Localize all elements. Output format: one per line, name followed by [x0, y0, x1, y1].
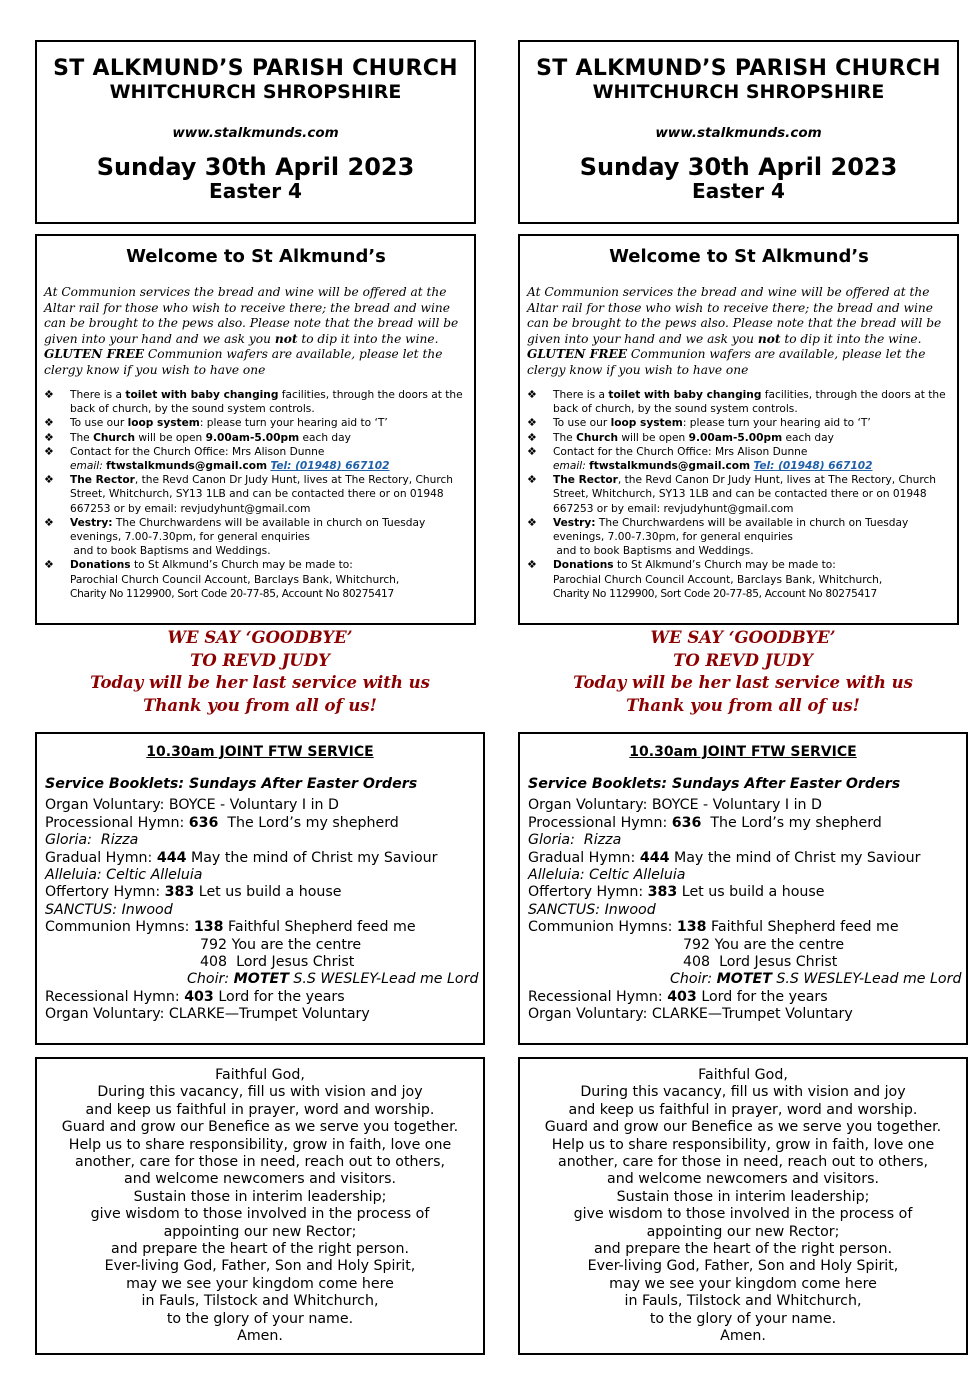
goodbye-notice	[518, 627, 968, 717]
prayer-line: in Fauls, Tilstock and Whitchurch,	[141, 1293, 379, 1310]
church-location: WHITCHURCH SHROPSHIRE	[109, 81, 402, 103]
gradual-hymn: Gradual Hymn: 444 May the mind of Christ my Saviour	[45, 849, 438, 866]
prayer-line: give wisdom to those involved in the process of	[573, 1206, 913, 1223]
church-name: ST ALKMUND’S PARISH CHURCH	[536, 56, 941, 81]
welcome-box	[35, 234, 476, 625]
contact-email[interactable]: ftwstalkmunds@gmail.com	[589, 460, 751, 473]
goodbye-line-4: Thank you from all of us!	[143, 695, 377, 715]
prayer-line: Faithful God,	[698, 1067, 788, 1083]
communion-hymns: Communion Hymns: 138 Faithful Shepherd feed me	[528, 919, 899, 936]
prayer-line: to the glory of your name.	[649, 1310, 837, 1327]
service-title: 10.30am JOINT FTW SERVICE	[146, 744, 374, 760]
list-item-opening: ❖ The Church will be open 9.00am-5.00pm each day	[44, 430, 351, 444]
bullet-icon: ❖	[527, 444, 537, 458]
welcome-box	[518, 234, 959, 625]
website: www.stalkmunds.com	[172, 125, 339, 141]
bullet-icon: ❖	[527, 416, 537, 430]
prayer-line: and welcome newcomers and visitors.	[124, 1171, 396, 1188]
list-item-vestry: ❖ Vestry: The Churchwardens will be available in church on Tuesday evenings, 7.00-7.30pm, for general enquiries and to book Baptisms and Weddings.	[527, 515, 909, 558]
contact-phone-link[interactable]: Tel: (01948) 667102	[753, 460, 873, 473]
alleluia: Alleluia: Celtic Alleluia	[528, 867, 686, 884]
prayer-line: During this vacancy, fill us with vision and joy	[580, 1084, 906, 1101]
bullet-icon: ❖	[527, 558, 537, 572]
prayer-line: another, care for those in need, reach out to others,	[558, 1154, 928, 1171]
church-name: ST ALKMUND’S PARISH CHURCH	[53, 56, 458, 81]
list-item-loop: ❖ To use our loop system: please turn your hearing aid to ‘T’	[527, 416, 871, 430]
sanctus: SANCTUS: Inwood	[528, 901, 656, 918]
service-box	[518, 732, 968, 1045]
alleluia: Alleluia: Celtic Alleluia	[45, 867, 203, 884]
service-booklets: Service Booklets: Sundays After Easter Orders	[45, 776, 418, 792]
list-item-contact: ❖ Contact for the Church Office: Mrs Alison Dunne email: ftwstalkmunds@gmail.com Tel: (01948) 667102	[527, 444, 873, 473]
prayer-line: Faithful God,	[215, 1067, 305, 1083]
bullet-icon: ❖	[44, 430, 54, 444]
prayer-line: Guard and grow our Benefice as we serve you together.	[61, 1119, 459, 1136]
communion-hymns: Communion Hymns: 138 Faithful Shepherd feed me	[45, 919, 416, 936]
bullet-icon: ❖	[527, 430, 537, 444]
welcome-title: Welcome to St Alkmund’s	[126, 246, 386, 267]
prayer-line: Sustain those in interim leadership;	[133, 1188, 387, 1205]
offertory-hymn: Offertory Hymn: 383 Let us build a house	[528, 884, 825, 901]
goodbye-line-4: Thank you from all of us!	[626, 695, 860, 715]
gradual-hymn: Gradual Hymn: 444 May the mind of Christ my Saviour	[528, 849, 921, 866]
communion-note: At Communion services the bread and wine will be offered at the Altar rail for those who wish to receive there; the bread and wine can be brought to the pews also. Please note that the bread will be given into your hand and we ask you not to dip it into the wine. GLUTEN FREE Communion wafers are available, please let the clergy know if you wish to have one	[44, 285, 459, 377]
organ-voluntary-out: Organ Voluntary: CLARKE—Trumpet Voluntary	[45, 1006, 370, 1023]
bullet-icon: ❖	[527, 388, 537, 401]
prayer-line: give wisdom to those involved in the process of	[90, 1206, 430, 1223]
info-list	[527, 388, 951, 601]
prayer-line: Amen.	[720, 1328, 766, 1345]
list-item-toilet: ❖ There is a toilet with baby changing facilities, through the doors at the back of church, by the sound system controls.	[527, 388, 946, 416]
bullet-icon: ❖	[44, 473, 54, 487]
prayer-line: in Fauls, Tilstock and Whitchurch,	[624, 1293, 862, 1310]
prayer-line: Amen.	[237, 1328, 283, 1345]
prayer-line: and keep us faithful in prayer, word and worship.	[568, 1101, 918, 1118]
list-item-donations: ❖ Donations to St Alkmund’s Church may be made to: Parochial Church Council Account, Barclays Bank, Whitchurch, Charity No 1129900, Sort Code 20-77-85, Account No 80275417	[527, 558, 883, 600]
welcome-title: Welcome to St Alkmund’s	[609, 246, 869, 267]
prayer-line: and welcome newcomers and visitors.	[607, 1171, 879, 1188]
prayer-line: Ever-living God, Father, Son and Holy Spirit,	[587, 1258, 899, 1275]
processional-hymn: Processional Hymn: 636 The Lord’s my shepherd	[528, 814, 882, 831]
gloria: Gloria: Rizza	[45, 832, 139, 849]
prayer-box	[518, 1057, 968, 1355]
prayer-line: may we see your kingdom come here	[609, 1275, 877, 1292]
list-item-vestry: ❖ Vestry: The Churchwardens will be available in church on Tuesday evenings, 7.00-7.30pm, for general enquiries and to book Baptisms and Weddings.	[44, 515, 426, 558]
service-date: Sunday 30th April 2023	[579, 153, 898, 181]
bullet-icon: ❖	[527, 473, 537, 487]
prayer-line: Guard and grow our Benefice as we serve you together.	[544, 1119, 942, 1136]
recessional-hymn: Recessional Hymn: 403 Lord for the years	[528, 988, 828, 1005]
processional-hymn: Processional Hymn: 636 The Lord’s my shepherd	[45, 814, 399, 831]
leaflet-right	[518, 0, 968, 1386]
offertory-hymn: Offertory Hymn: 383 Let us build a house	[45, 884, 342, 901]
prayer-line: another, care for those in need, reach out to others,	[75, 1154, 445, 1171]
prayer-line: appointing our new Rector;	[646, 1223, 840, 1240]
header-box	[518, 40, 959, 224]
list-item-rector: ❖ The Rector, the Revd Canon Dr Judy Hunt, lives at The Rectory, Church Street, Whitchurch, SY13 1LB and can be contacted there or on 01948 667253 or by email: revjudyhunt@gmail.com	[527, 473, 936, 515]
prayer-line: may we see your kingdom come here	[126, 1275, 394, 1292]
bullet-icon: ❖	[44, 444, 54, 458]
communion-hymn-3: 408 Lord Jesus Christ	[200, 954, 355, 971]
header-box	[35, 40, 476, 224]
bullet-icon: ❖	[44, 388, 54, 401]
prayer-line: and prepare the heart of the right person.	[111, 1241, 409, 1258]
contact-phone-link[interactable]: Tel: (01948) 667102	[270, 460, 390, 473]
communion-note: At Communion services the bread and wine will be offered at the Altar rail for those who wish to receive there; the bread and wine can be brought to the pews also. Please note that the bread will be given into your hand and we ask you not to dip it into the wine. GLUTEN FREE Communion wafers are available, please let the clergy know if you wish to have one	[527, 285, 942, 377]
communion-hymn-2: 792 You are the centre	[683, 936, 845, 953]
list-item-contact: ❖ Contact for the Church Office: Mrs Alison Dunne email: ftwstalkmunds@gmail.com Tel: (01948) 667102	[44, 444, 390, 473]
organ-voluntary-in: Organ Voluntary: BOYCE - Voluntary I in D	[45, 797, 339, 814]
list-item-loop: ❖ To use our loop system: please turn your hearing aid to ‘T’	[44, 416, 388, 430]
organ-voluntary-in: Organ Voluntary: BOYCE - Voluntary I in D	[528, 797, 822, 814]
prayer-line: appointing our new Rector;	[163, 1223, 357, 1240]
organ-voluntary-out: Organ Voluntary: CLARKE—Trumpet Voluntary	[528, 1006, 853, 1023]
service-booklets: Service Booklets: Sundays After Easter Orders	[528, 776, 901, 792]
prayer-line: During this vacancy, fill us with vision and joy	[97, 1084, 423, 1101]
sanctus: SANCTUS: Inwood	[45, 901, 173, 918]
goodbye-line-1: WE SAY ‘GOODBYE’	[167, 628, 353, 647]
website: www.stalkmunds.com	[655, 125, 822, 141]
communion-hymn-3: 408 Lord Jesus Christ	[683, 954, 838, 971]
church-location: WHITCHURCH SHROPSHIRE	[592, 81, 885, 103]
list-item-rector: ❖ The Rector, the Revd Canon Dr Judy Hunt, lives at The Rectory, Church Street, Whitchurch, SY13 1LB and can be contacted there or on 01948 667253 or by email: revjudyhunt@gmail.com	[44, 473, 453, 515]
goodbye-line-2: TO REVD JUDY	[673, 650, 813, 670]
info-list	[44, 388, 468, 601]
service-date: Sunday 30th April 2023	[96, 153, 415, 181]
goodbye-line-3: Today will be her last service with us	[90, 673, 430, 692]
bullet-icon: ❖	[44, 558, 54, 572]
goodbye-line-2: TO REVD JUDY	[190, 650, 330, 670]
recessional-hymn: Recessional Hymn: 403 Lord for the years	[45, 988, 345, 1005]
goodbye-line-3: Today will be her last service with us	[573, 673, 913, 692]
prayer-line: Sustain those in interim leadership;	[616, 1188, 870, 1205]
bullet-icon: ❖	[44, 416, 54, 430]
choir-motet: Choir: MOTET S.S WESLEY-Lead me Lord	[187, 971, 479, 988]
list-item-opening: ❖ The Church will be open 9.00am-5.00pm each day	[527, 430, 834, 444]
bullet-icon: ❖	[44, 515, 54, 529]
goodbye-line-1: WE SAY ‘GOODBYE’	[650, 628, 836, 647]
prayer-box	[35, 1057, 485, 1355]
goodbye-notice	[35, 627, 485, 717]
prayer-line: Ever-living God, Father, Son and Holy Spirit,	[104, 1258, 416, 1275]
list-item-donations: ❖ Donations to St Alkmund’s Church may be made to: Parochial Church Council Account, Barclays Bank, Whitchurch, Charity No 1129900, Sort Code 20-77-85, Account No 80275417	[44, 558, 400, 600]
occasion: Easter 4	[209, 179, 302, 203]
prayer-line: and prepare the heart of the right person.	[594, 1241, 892, 1258]
prayer-line: and keep us faithful in prayer, word and worship.	[85, 1101, 435, 1118]
service-box	[35, 732, 485, 1045]
leaflet-left	[35, 0, 485, 1386]
bullet-icon: ❖	[527, 515, 537, 529]
choir-motet: Choir: MOTET S.S WESLEY-Lead me Lord	[670, 971, 962, 988]
prayer-line: Help us to share responsibility, grow in faith, love one	[551, 1136, 935, 1153]
list-item-toilet: ❖ There is a toilet with baby changing facilities, through the doors at the back of church, by the sound system controls.	[44, 388, 463, 416]
occasion: Easter 4	[692, 179, 785, 203]
contact-email[interactable]: ftwstalkmunds@gmail.com	[106, 460, 268, 473]
communion-hymn-2: 792 You are the centre	[200, 936, 362, 953]
prayer-line: Help us to share responsibility, grow in faith, love one	[68, 1136, 452, 1153]
gloria: Gloria: Rizza	[528, 832, 622, 849]
prayer-line: to the glory of your name.	[166, 1310, 354, 1327]
service-title: 10.30am JOINT FTW SERVICE	[629, 744, 857, 760]
